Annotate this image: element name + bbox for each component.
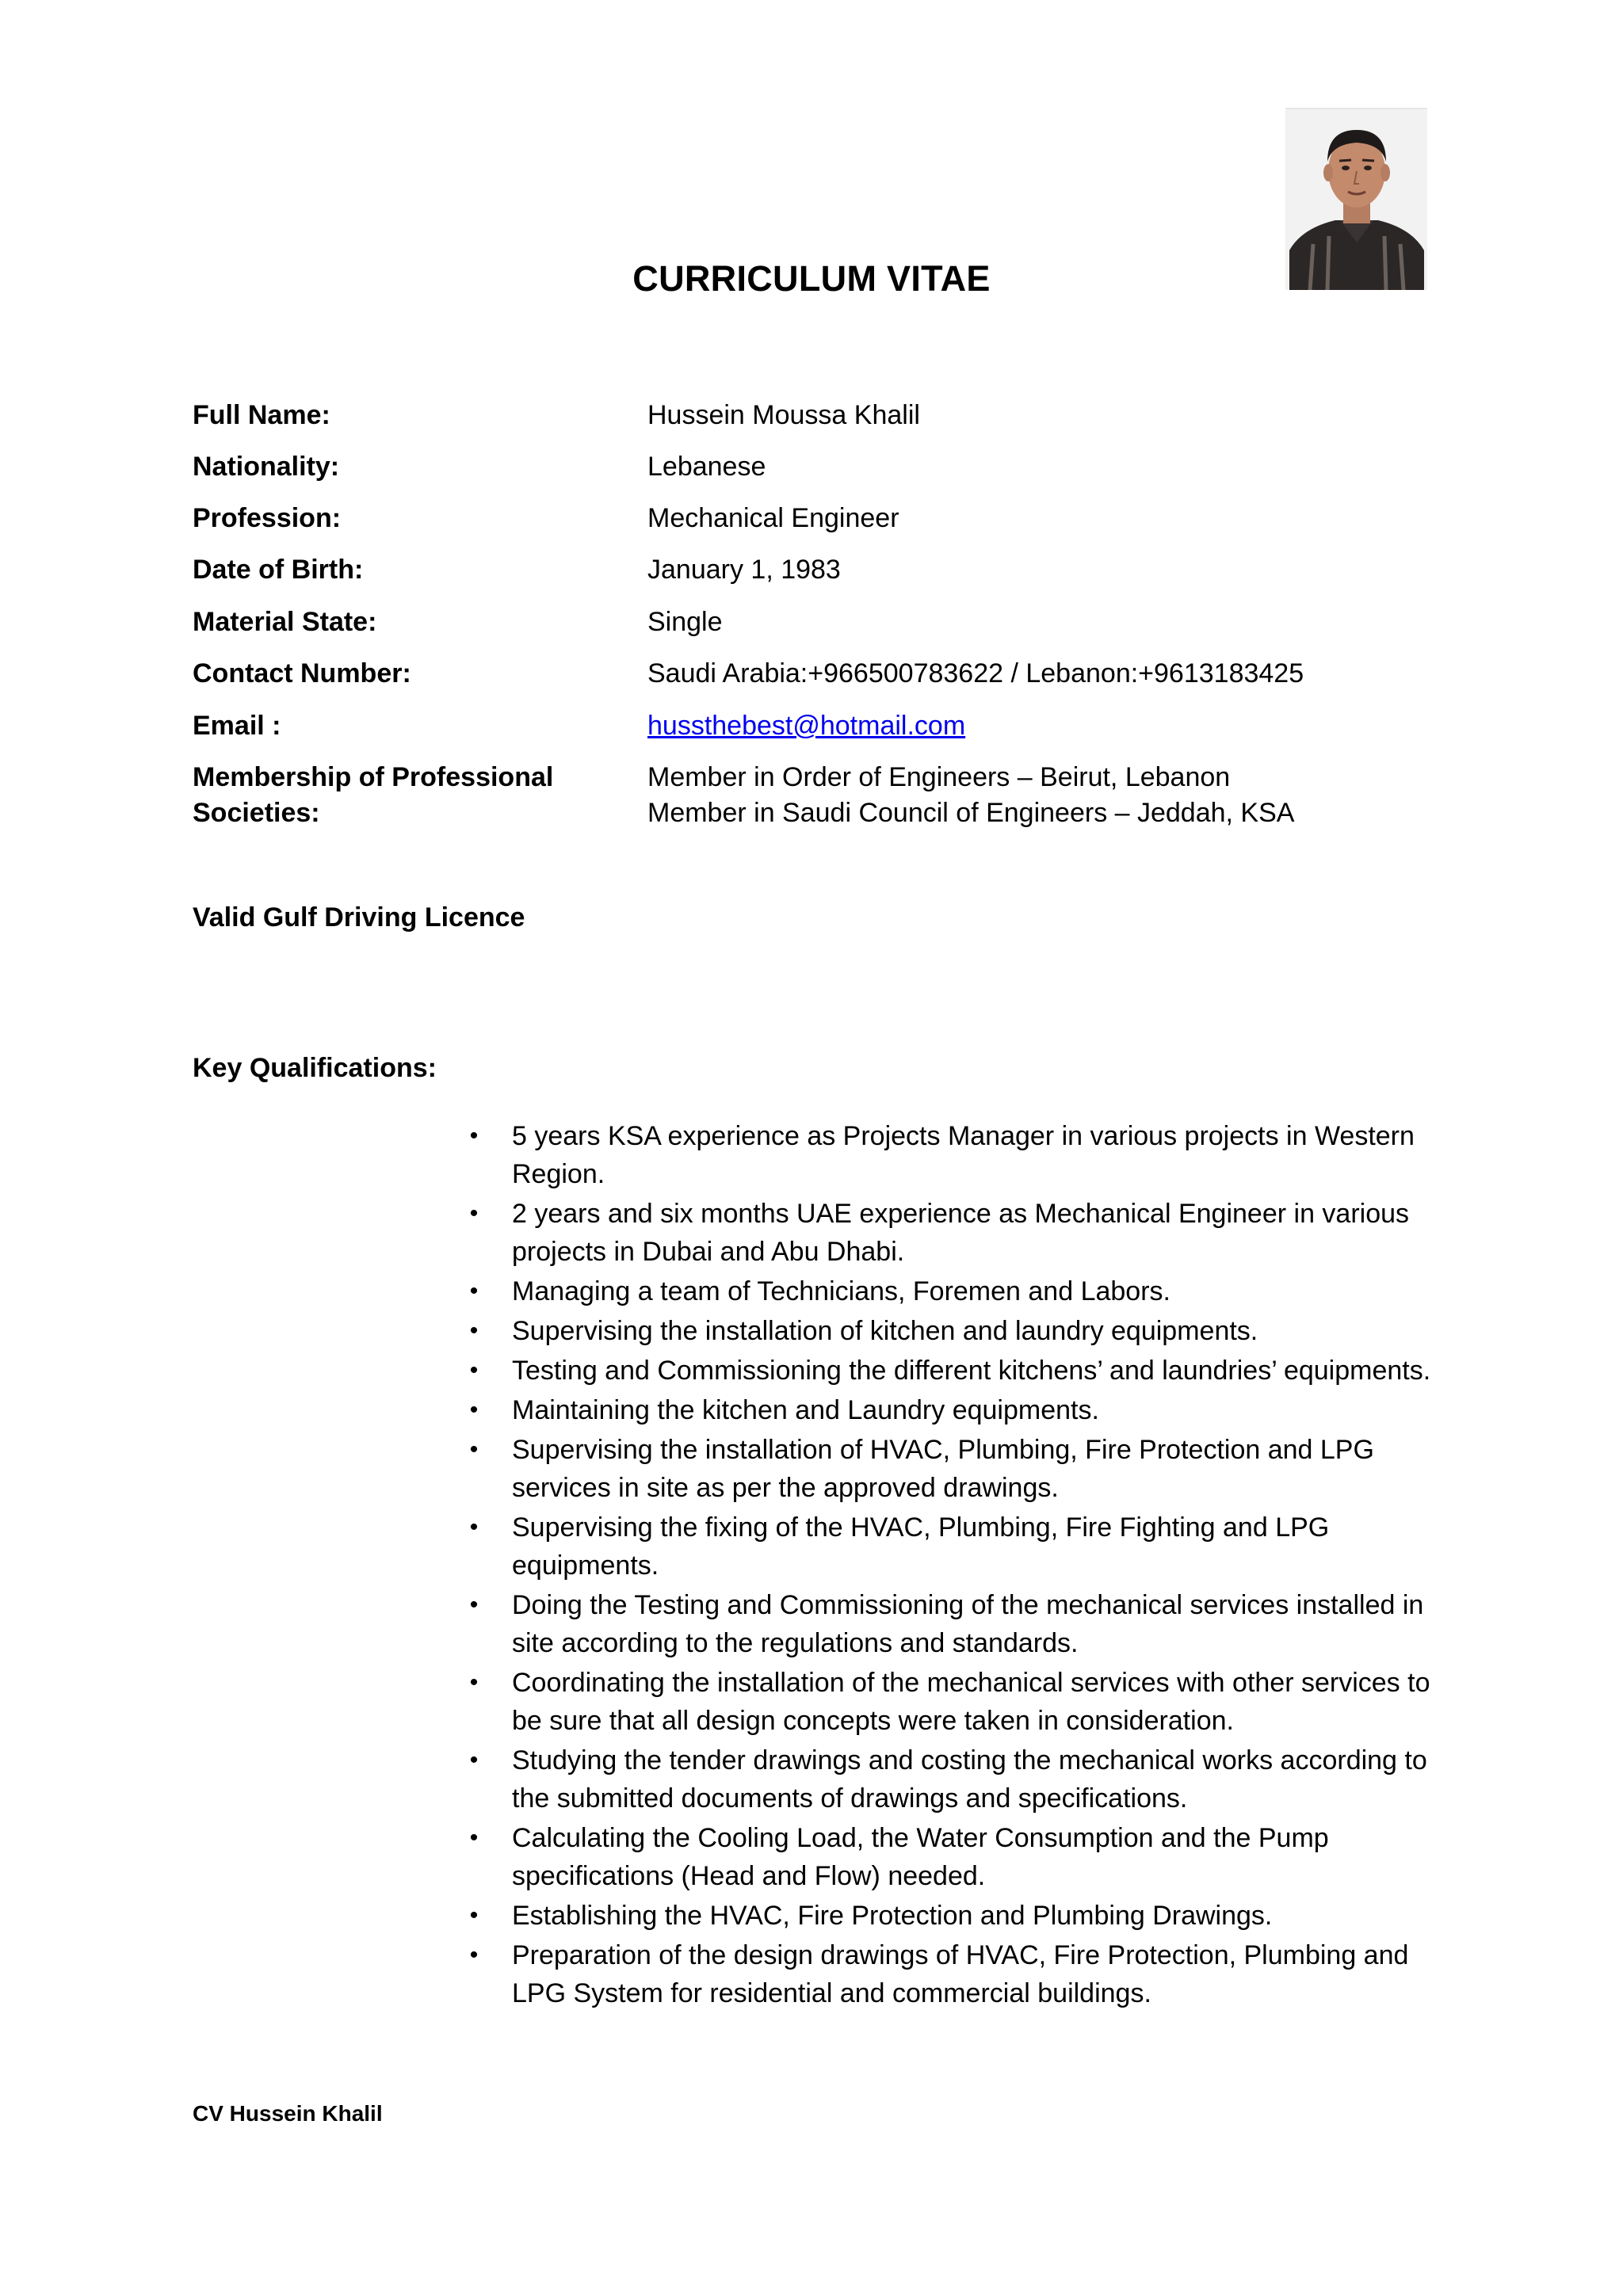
profession-value: Mechanical Engineer (647, 503, 899, 533)
key-qualifications-heading: Key Qualifications: (193, 1053, 437, 1083)
bullet-icon: • (469, 1747, 479, 1773)
email-label: Email : (193, 711, 281, 741)
bullet-icon: • (469, 1436, 479, 1463)
full-name-value: Hussein Moussa Khalil (647, 400, 920, 430)
page-footer: CV Hussein Khalil (193, 2101, 383, 2126)
membership-label (193, 760, 553, 831)
list-item: • Supervising the fixing of the HVAC, Plumbing, Fire Fighting and LPG equipments. (466, 1508, 1449, 1585)
bullet-icon: • (469, 1942, 479, 1968)
email-link[interactable]: hussthebest@hotmail.com (647, 711, 966, 741)
list-item: • Establishing the HVAC, Fire Protection and Plumbing Drawings. (466, 1897, 1449, 1935)
list-item: • Coordinating the installation of the mechanical services with other services to be sure that all design concepts were taken in consideration. (466, 1664, 1449, 1740)
driving-licence: Valid Gulf Driving Licence (193, 902, 525, 933)
page-title: CURRICULUM VITAE (632, 258, 991, 299)
full-name-label: Full Name: (193, 400, 330, 430)
bullet-icon: • (469, 1592, 479, 1618)
bullet-icon: • (469, 1669, 479, 1695)
list-item: • Testing and Commissioning the different kitchens’ and laundries’ equipments. (466, 1352, 1449, 1390)
list-item: • Managing a team of Technicians, Foremen and Labors. (466, 1272, 1449, 1310)
list-item: • Supervising the installation of HVAC, Plumbing, Fire Protection and LPG services in site as per the approved drawings. (466, 1431, 1449, 1507)
list-item: • Studying the tender drawings and costing the mechanical works according to the submitted documents of drawings and specifications. (466, 1741, 1449, 1817)
list-item: • Maintaining the kitchen and Laundry equipments. (466, 1391, 1449, 1429)
nationality-value: Lebanese (647, 452, 766, 482)
list-item: • Preparation of the design drawings of HVAC, Fire Protection, Plumbing and LPG System for residential and commercial buildings. (466, 1936, 1449, 2012)
list-item: • Doing the Testing and Commissioning of the mechanical services installed in site according to the regulations and standards. (466, 1586, 1449, 1662)
bullet-icon: • (469, 1200, 479, 1226)
bullet-icon: • (469, 1902, 479, 1928)
bullet-icon: • (469, 1278, 479, 1304)
nationality-label: Nationality: (193, 452, 340, 482)
bullet-icon: • (469, 1514, 479, 1540)
bullet-icon: • (469, 1397, 479, 1423)
membership-item: Member in Saudi Council of Engineers – Jeddah, KSA (647, 798, 1295, 828)
bullet-icon: • (469, 1318, 479, 1344)
qualifications-list (466, 1117, 1449, 2014)
bullet-icon: • (469, 1357, 479, 1383)
contact-number-value: Saudi Arabia:+966500783622 / Lebanon:+9613183425 (647, 658, 1304, 688)
bullet-icon: • (469, 1123, 479, 1149)
list-item: • 5 years KSA experience as Projects Manager in various projects in Western Region. (466, 1117, 1449, 1193)
list-item: • Supervising the installation of kitchen and laundry equipments. (466, 1312, 1449, 1350)
contact-number-label: Contact Number: (193, 658, 411, 688)
membership-label-line1: Membership of Professional (193, 762, 554, 792)
list-item: • 2 years and six months UAE experience as Mechanical Engineer in various projects in Dubai and Abu Dhabi. (466, 1195, 1449, 1271)
bullet-icon: • (469, 1825, 479, 1851)
dob-label: Date of Birth: (193, 555, 364, 585)
list-item: • Calculating the Cooling Load, the Water Consumption and the Pump specifications (Head and Flow) needed. (466, 1819, 1449, 1895)
membership-label-line2: Societies: (193, 798, 320, 828)
profession-label: Profession: (193, 503, 342, 533)
membership-values (647, 760, 1294, 831)
membership-item: Member in Order of Engineers – Beirut, Lebanon (647, 762, 1231, 792)
dob-value: January 1, 1983 (647, 555, 841, 585)
marital-state-value: Single (647, 607, 723, 637)
marital-state-label: Material State: (193, 607, 377, 637)
